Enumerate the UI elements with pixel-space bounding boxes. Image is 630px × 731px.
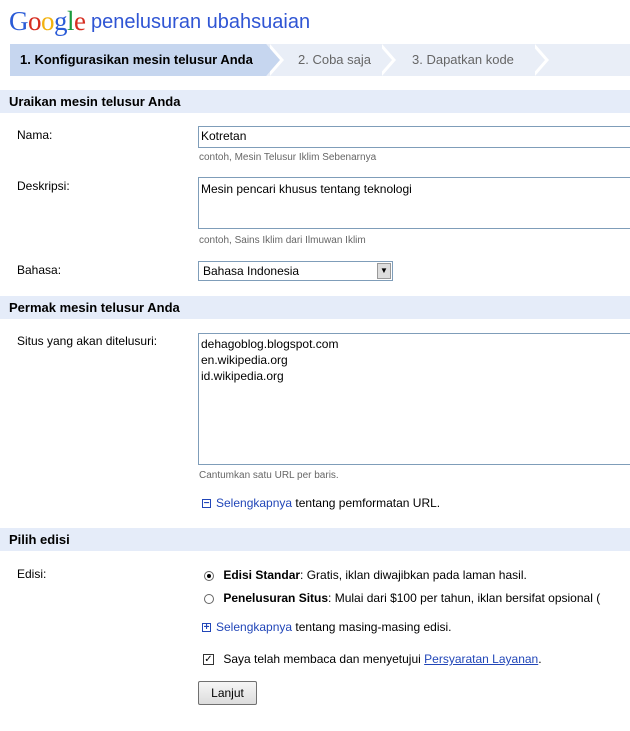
section-customize-title: Permak mesin telusur Anda bbox=[0, 296, 630, 319]
url-format-more-link[interactable]: Selengkapnya bbox=[216, 496, 293, 510]
language-select-value: Bahasa Indonesia bbox=[203, 264, 300, 278]
tos-agree-text: Saya telah membaca dan menyetujui bbox=[223, 652, 425, 666]
step-2-try: 2. Coba saja bbox=[298, 52, 371, 67]
tos-checkbox[interactable]: ✓ bbox=[204, 654, 213, 666]
section-edition-title: Pilih edisi bbox=[0, 528, 630, 551]
google-logo: Google bbox=[9, 6, 86, 36]
description-textarea[interactable]: Mesin pencari khusus tentang teknologi bbox=[198, 177, 630, 229]
edition-more bbox=[202, 620, 451, 634]
product-title: penelusuran ubahsuaian bbox=[91, 11, 311, 33]
step-3-get-code: 3. Dapatkan kode bbox=[412, 52, 514, 67]
edition-site-desc: : Mulai dari $100 per tahun, iklan bersifat opsional ( bbox=[328, 591, 601, 605]
edition-standard-radio[interactable] bbox=[204, 571, 214, 581]
edition-label: Edisi: bbox=[17, 567, 47, 581]
name-hint: contoh, Mesin Telusur Iklim Sebenarnya bbox=[199, 152, 377, 163]
name-input[interactable]: Kotretan bbox=[198, 126, 630, 148]
step-separator-front-1 bbox=[266, 44, 280, 76]
description-label: Deskripsi: bbox=[17, 179, 70, 193]
tos-link[interactable]: Persyaratan Layanan bbox=[424, 652, 539, 666]
sites-label: Situs yang akan ditelusuri: bbox=[17, 334, 158, 348]
name-label: Nama: bbox=[17, 128, 53, 142]
language-label: Bahasa: bbox=[17, 263, 62, 277]
edition-standard-name: Edisi Standar bbox=[223, 568, 301, 582]
step-separator-front-2 bbox=[378, 44, 392, 76]
language-select[interactable] bbox=[198, 261, 393, 281]
collapse-minus-icon[interactable]: − bbox=[203, 498, 210, 510]
steps-bar bbox=[10, 44, 630, 76]
description-hint: contoh, Sains Iklim dari Ilmuwan Iklim bbox=[199, 235, 366, 246]
step-separator-front-3 bbox=[531, 44, 545, 76]
chevron-down-icon[interactable]: ▼ bbox=[377, 263, 391, 279]
edition-site-radio[interactable] bbox=[204, 594, 214, 604]
continue-button[interactable]: Lanjut bbox=[198, 681, 257, 705]
edition-site-name: Penelusuran Situs bbox=[223, 591, 329, 605]
expand-plus-icon[interactable]: + bbox=[203, 622, 210, 634]
tos-agree-end: . bbox=[538, 652, 542, 666]
edition-site-option[interactable] bbox=[204, 591, 630, 605]
url-format-more bbox=[202, 496, 440, 510]
url-format-more-text: tentang pemformatan URL. bbox=[292, 496, 441, 510]
edition-standard-option[interactable] bbox=[204, 568, 527, 582]
tos-agreement bbox=[203, 652, 542, 666]
edition-standard-desc: : Gratis, iklan diwajibkan pada laman hasil. bbox=[300, 568, 527, 582]
sites-textarea[interactable]: dehagoblog.blogspot.com en.wikipedia.org id.wikipedia.org bbox=[198, 333, 630, 465]
sites-hint: Cantumkan satu URL per baris. bbox=[199, 470, 339, 481]
section-describe-title: Uraikan mesin telusur Anda bbox=[0, 90, 630, 113]
edition-more-text: tentang masing-masing edisi. bbox=[292, 620, 452, 634]
edition-more-link[interactable]: Selengkapnya bbox=[216, 620, 293, 634]
step-1-configure: 1. Konfigurasikan mesin telusur Anda bbox=[10, 44, 266, 76]
